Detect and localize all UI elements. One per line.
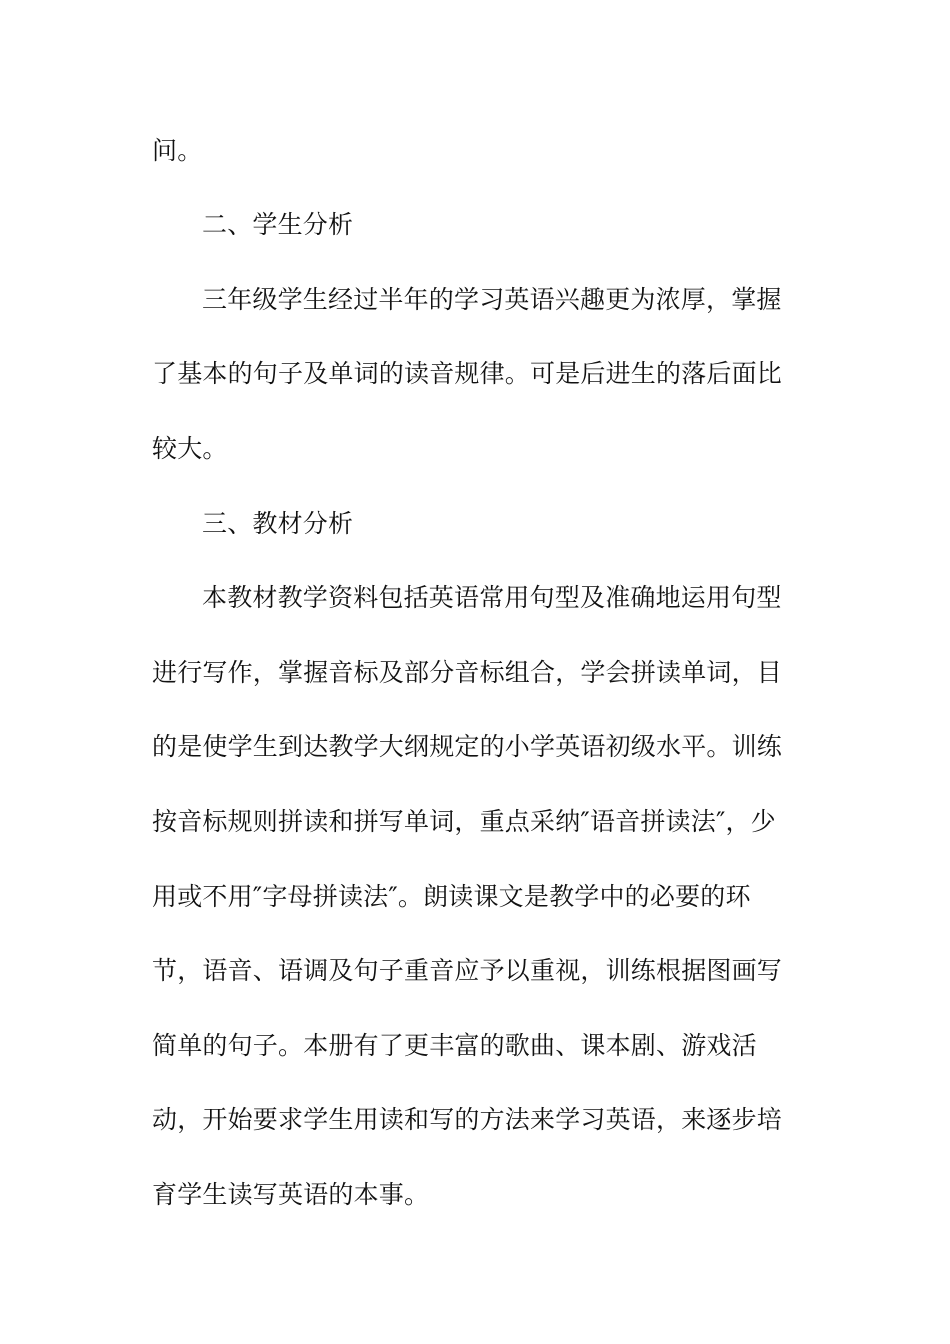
paragraph-line: 了基本的句子及单词的读音规律。可是后进生的落后面比 xyxy=(152,359,783,388)
paragraph-line: 用或不用″字母拼读法″。朗读课文是教学中的必要的环 xyxy=(152,882,751,911)
paragraph-line: 节，语音、语调及句子重音应予以重视，训练根据图画写 xyxy=(152,956,783,985)
paragraph-line: 较大。 xyxy=(152,434,228,463)
paragraph-line: 的是使学生到达教学大纲规定的小学英语初级水平。训练 xyxy=(152,732,783,761)
paragraph-line: 问。 xyxy=(152,136,203,165)
paragraph-line: 进行写作，掌握音标及部分音标组合，学会拼读单词，目 xyxy=(152,658,783,687)
paragraph-line: 本教材教学资料包括英语常用句型及准确地运用句型 xyxy=(202,583,782,612)
section-heading-textbook-analysis: 三、教材分析 xyxy=(202,509,354,538)
paragraph-line: 三年级学生经过半年的学习英语兴趣更为浓厚，掌握 xyxy=(202,285,782,314)
paragraph-line: 动，开始要求学生用读和写的方法来学习英语，来逐步培 xyxy=(152,1105,783,1134)
paragraph-line: 育学生读写英语的本事。 xyxy=(152,1180,430,1209)
section-heading-student-analysis: 二、学生分析 xyxy=(202,210,354,239)
paragraph-line: 简单的句子。本册有了更丰富的歌曲、课本剧、游戏活 xyxy=(152,1031,757,1060)
paragraph-line: 按音标规则拼读和拼写单词，重点采纳″语音拼读法″，少 xyxy=(152,807,776,836)
